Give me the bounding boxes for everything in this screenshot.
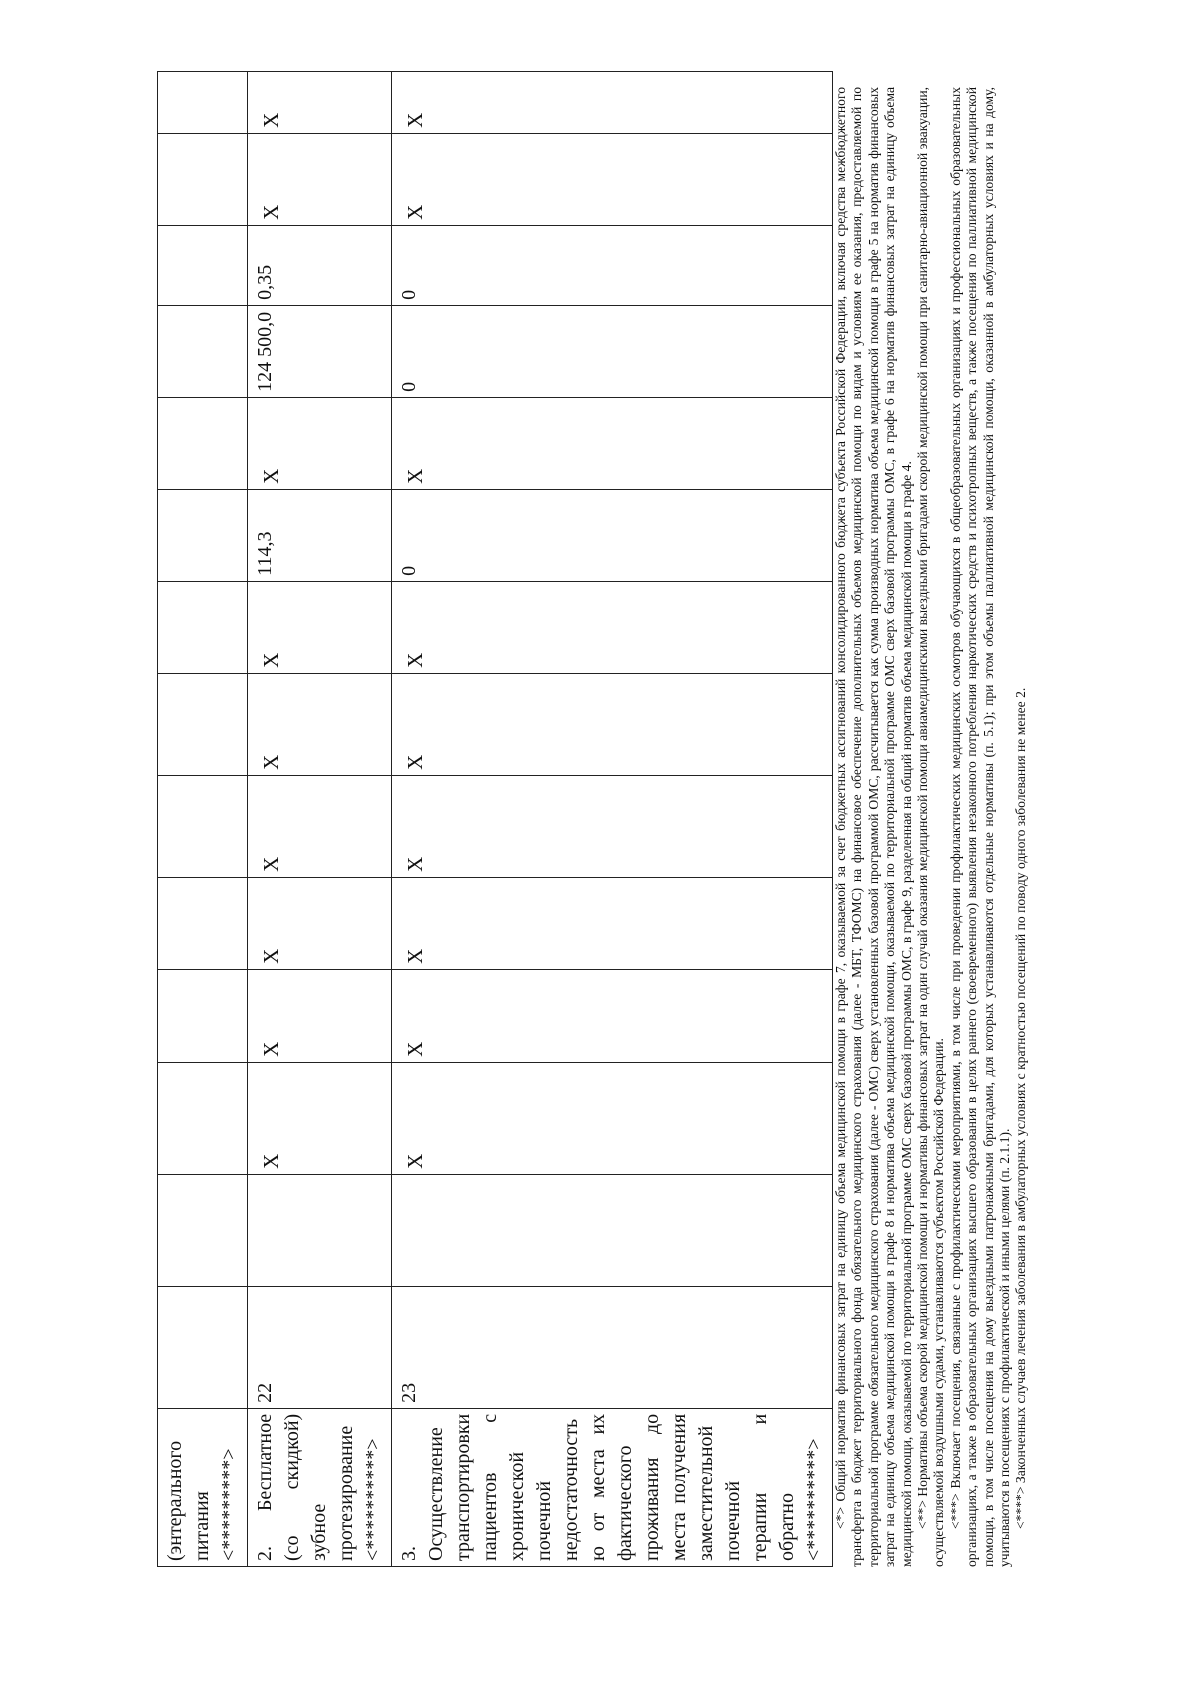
- table-cell: [158, 775, 248, 877]
- table-cell: X: [248, 397, 392, 489]
- table-cell: [158, 581, 248, 673]
- footnote: <****> Законченных случаев лечения заболевания в амбулаторных условиях с кратностью посещений по поводу одного заболевания не менее 2.: [1013, 687, 1029, 1529]
- footnotes: [833, 87, 1030, 1567]
- row-name: (энтерального питания <*********>: [158, 1408, 248, 1566]
- table-cell: X: [248, 133, 392, 225]
- table-cell: X: [392, 397, 833, 489]
- standards-table: [157, 71, 833, 1567]
- table-cell: 114,3: [248, 489, 392, 581]
- table-cell: 0: [392, 305, 833, 397]
- row-name: 3. Осуществление транспортировки пациентов с хронической почечной недостаточность ю от места их фактического проживания до места получения заместительной почечной терапии и обратно <**********>: [392, 1408, 833, 1566]
- table-row: [158, 71, 248, 1566]
- table-row: [392, 71, 833, 1566]
- row-number: 23: [392, 1286, 833, 1408]
- footnote: <**> Нормативы объема скорой медицинской помощи и нормативы финансовых затрат на один случай оказания медицинской помощи авиамедицинскими выездными бригадами скорой медицинской помощи при санитарно-авиационной эвакуации, осуществляемой воздушными судами, устанавливаются субъектом Российской Федерации.: [915, 87, 947, 1567]
- table-cell: [158, 305, 248, 397]
- table-cell: [392, 1174, 833, 1286]
- table-cell: X: [248, 775, 392, 877]
- table-cell: [158, 877, 248, 969]
- footnote: <*> Общий норматив финансовых затрат на единицу объема медицинской помощи в графе 7, оказываемой за счет бюджетных ассигнований консолидированного бюджета субъекта Российской Федерации, включая средства межбюджетного трансферта в бюджет территориального фонда обязательного медицинского страхования (далее - МБТ, ТФОМС) на финансовое обеспечение дополнительных объемов медицинской помощи по видам и условиям ее оказания, предоставляемой по территориальной программе обязательного медицинского страхования (далее - ОМС) сверх установленных базовой программой ОМС, рассчитывается как сумма производных норматива объема медицинской помощи в графе 5 на норматив финансовых затрат на единицу объема медицинской помощи в графе 8 и норматива объема медицинской помощи, оказываемой по территориальной программе ОМС сверх базовой программы ОМС, в графе 6 на норматив финансовых затрат на единицу объема медицинской помощи, оказываемой по территориальной программе ОМС сверх базовой программы ОМС, в графе 9, разделенная на общий норматив объема медицинской помощи в графе 4.: [833, 87, 914, 1567]
- table-cell: [248, 1174, 392, 1286]
- table-cell: X: [248, 581, 392, 673]
- table-cell: X: [392, 1062, 833, 1174]
- table-cell: [158, 397, 248, 489]
- table-cell: [158, 1062, 248, 1174]
- table-cell: [158, 133, 248, 225]
- table-cell: [158, 225, 248, 305]
- table-cell: X: [248, 71, 392, 133]
- table-cell: X: [248, 673, 392, 775]
- table-cell: X: [248, 877, 392, 969]
- row-number: 22: [248, 1286, 392, 1408]
- footnote: <***> Включает посещения, связанные с профилактическими мероприятиями, в том числе при проведении профилактических медицинских осмотров обучающихся в общеобразовательных организациях и профессиональных образовательных организациях, а также в образовательных организациях высшего образования в целях раннего (своевременного) выявления незаконного потребления наркотических средств и психотропных веществ, а также посещения по паллиативной медицинской помощи, в том числе посещения на дому выездными патронажными бригадами, для которых устанавливаются отдельные нормативы (п. 5.1); при этом объемы паллиативной медицинской помощи, оказанной в амбулаторных условиях и на дому, учитываются в посещениях с профилактической и иными целями (п. 2.1.1).: [947, 87, 1013, 1567]
- table-cell: 0: [392, 225, 833, 305]
- table-cell: X: [392, 133, 833, 225]
- row-number: [158, 1286, 248, 1408]
- table-cell: [158, 1174, 248, 1286]
- table-cell: 124 500,0: [248, 305, 392, 397]
- table-cell: X: [392, 877, 833, 969]
- table-cell: [158, 969, 248, 1062]
- row-name: 2. Бесплатное (со скидкой) зубное протезирование <**********>: [248, 1408, 392, 1566]
- table-cell: 0,35: [248, 225, 392, 305]
- table-cell: [158, 673, 248, 775]
- table-cell: 0: [392, 489, 833, 581]
- table-cell: X: [392, 775, 833, 877]
- table-cell: X: [392, 673, 833, 775]
- table-cell: X: [248, 969, 392, 1062]
- table-cell: X: [392, 581, 833, 673]
- table-row: [248, 71, 392, 1566]
- table-cell: X: [392, 71, 833, 133]
- table-cell: [158, 489, 248, 581]
- table-cell: X: [392, 969, 833, 1062]
- table-cell: X: [248, 1062, 392, 1174]
- table-cell: [158, 71, 248, 133]
